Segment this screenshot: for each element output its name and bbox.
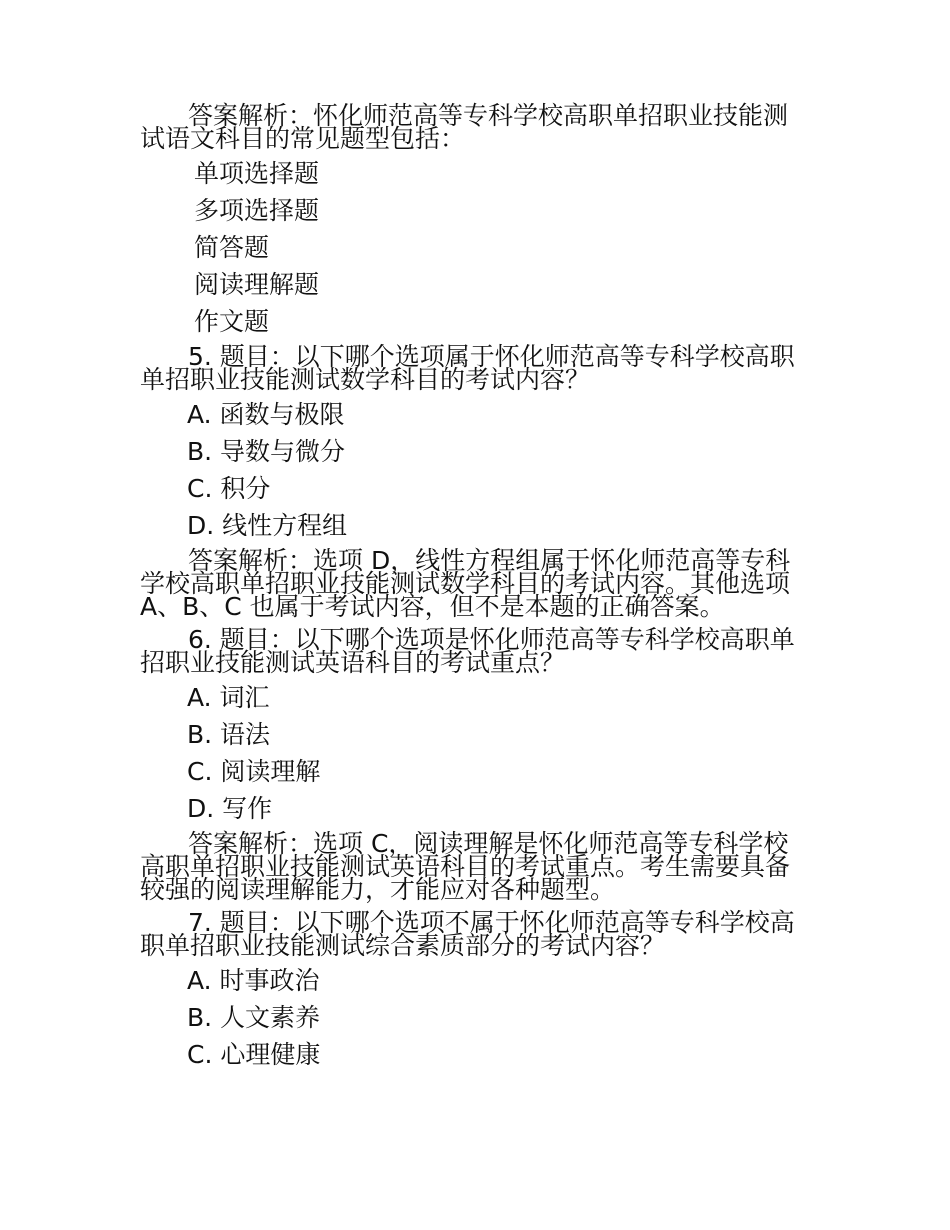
- question-6: 6. 题目：以下哪个选项是怀化师范高等专科学校高职单招职业技能测试英语科目的考试重点？: [140, 625, 795, 677]
- question-type-item: 单项选择题: [194, 159, 320, 188]
- question-type-list: [140, 160, 812, 336]
- document-page: [140, 101, 812, 1078]
- question-type-item: 简答题: [194, 233, 270, 262]
- q5-option-b: B. 导数与微分: [187, 437, 346, 466]
- q6-option-d: D. 写作: [187, 794, 273, 823]
- q7-option-b: B. 人文素养: [187, 1003, 321, 1032]
- q6-option-b: B. 语法: [187, 720, 271, 749]
- question-type-item: 多项选择题: [194, 196, 320, 225]
- q5-option-a: A. 函数与极限: [187, 400, 345, 429]
- question-7: 7. 题目：以下哪个选项不属于怀化师范高等专科学校高职单招职业技能测试综合素质部分的考试内容？: [140, 908, 795, 960]
- q6-answer-explanation: 答案解析：选项 C，阅读理解是怀化师范高等专科学校高职单招职业技能测试英语科目的考试重点。考生需要具备较强的阅读理解能力，才能应对各种题型。: [140, 829, 791, 904]
- q5-option-c: C. 积分: [187, 474, 271, 503]
- q7-option-a: A. 时事政治: [187, 966, 320, 995]
- question-type-item: 作文题: [194, 307, 270, 336]
- q6-option-c: C. 阅读理解: [187, 757, 321, 786]
- q7-option-c: C. 心理健康: [187, 1040, 321, 1069]
- q5-option-d: D. 线性方程组: [187, 511, 348, 540]
- question-5: 5. 题目：以下哪个选项属于怀化师范高等专科学校高职单招职业技能测试数学科目的考试内容？: [140, 342, 795, 394]
- answer-explanation-intro: 答案解析：怀化师范高等专科学校高职单招职业技能测试语文科目的常见题型包括：: [140, 101, 789, 153]
- q5-answer-explanation: 答案解析：选项 D，线性方程组属于怀化师范高等专科学校高职单招职业技能测试数学科目的考试内容。其他选项 A、B、C 也属于考试内容，但不是本题的正确答案。: [140, 546, 791, 621]
- q6-option-a: A. 词汇: [187, 683, 270, 712]
- question-type-item: 阅读理解题: [194, 270, 320, 299]
